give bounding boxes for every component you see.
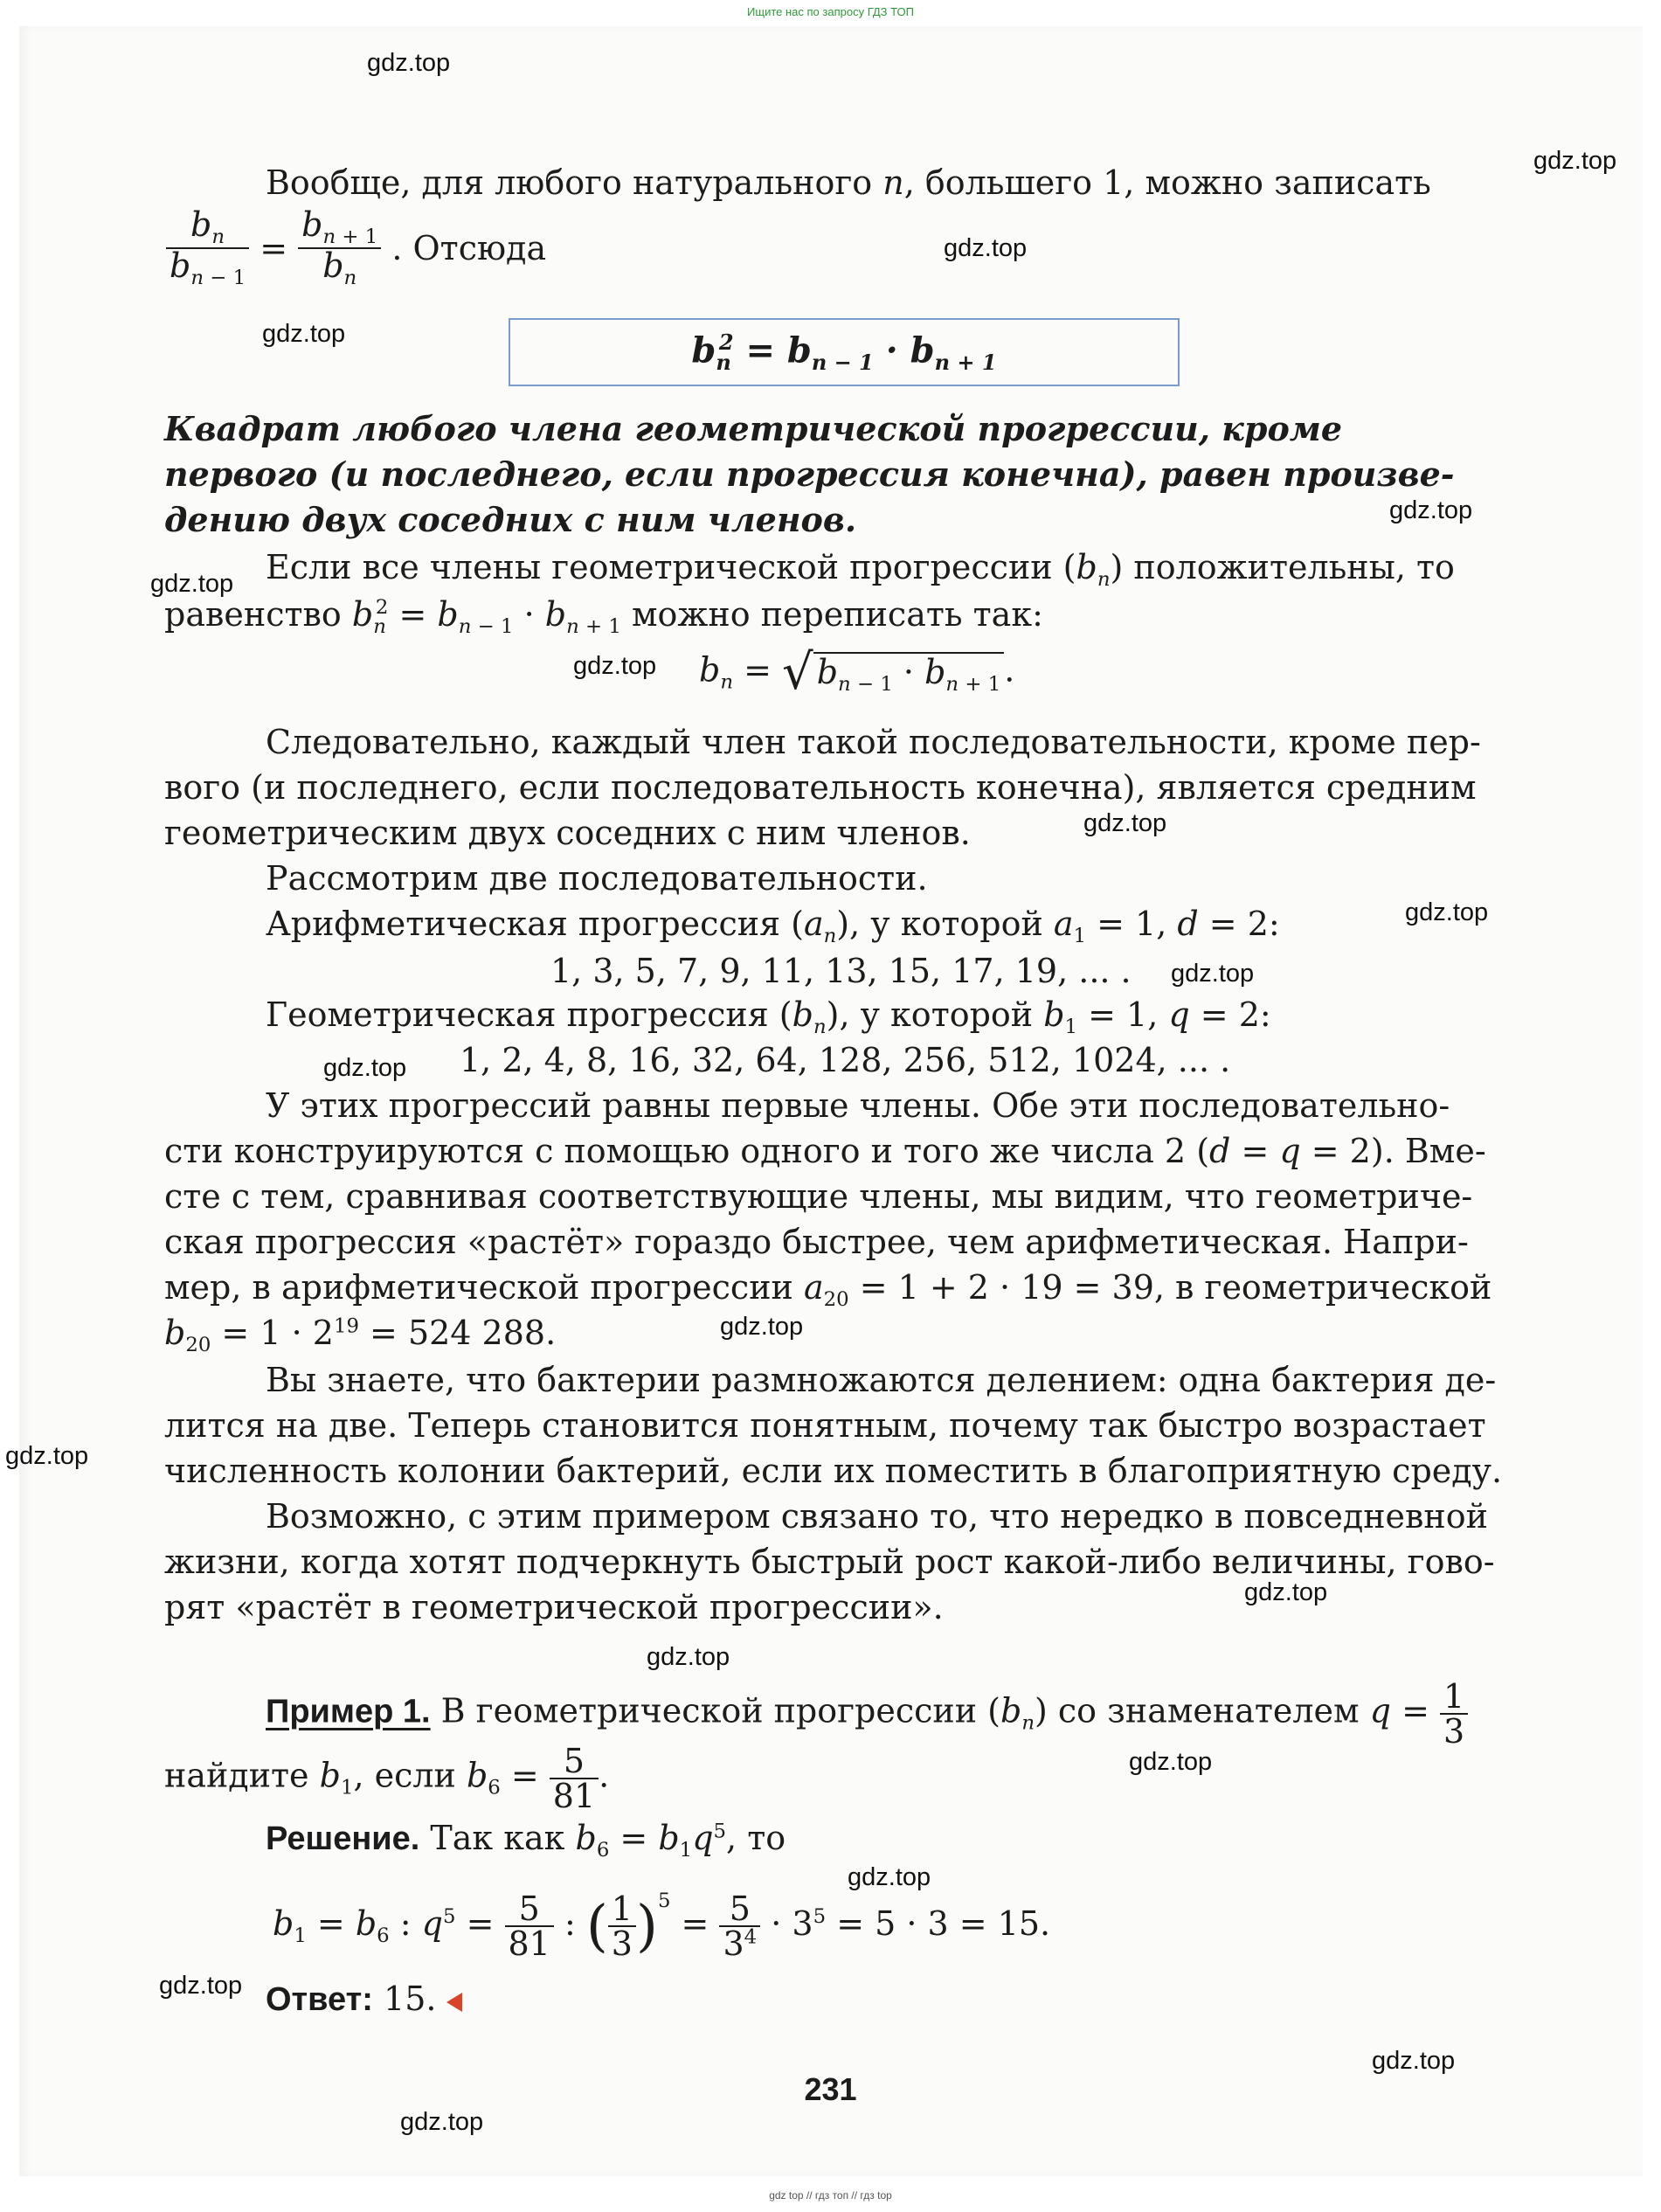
solution-line: Решение. Так как $b_6 = b_1q^5$, то <box>266 1819 786 1862</box>
watermark: gdz.top <box>848 1863 931 1891</box>
text-line: вого (и последнего, если последовательность конечна), является средним <box>164 768 1477 807</box>
answer-label: Ответ: <box>266 1981 373 2018</box>
watermark: gdz.top <box>1372 2047 1456 2075</box>
watermark: gdz.top <box>1389 496 1473 524</box>
watermark: gdz.top <box>1405 898 1489 926</box>
text-line: $b_{20} = 1 \cdot 2^{19} = 524$ 288. <box>164 1314 557 1356</box>
watermark: gdz.top <box>367 49 451 77</box>
text-line: У этих прогрессий равны первые члены. Обе эти последовательно- <box>266 1086 1450 1125</box>
fraction: $\frac{5}{81}$ <box>550 1744 599 1813</box>
watermark: gdz.top <box>1533 147 1617 175</box>
example-line: найдите $b_1$, если $b_6$ = $\frac{5}{81}$ . <box>164 1742 610 1815</box>
text-line: сти конструируются с помощью одного и того же числа 2 (d = q = 2). Вме- <box>164 1132 1486 1170</box>
watermark: gdz.top <box>1129 1748 1213 1776</box>
fraction: $\frac{5}{3^4}$ <box>719 1892 760 1960</box>
text-line: ская прогрессия «растёт» гораздо быстрее, чем арифметическая. Напри- <box>164 1223 1469 1261</box>
text-line: геометрическим двух соседних с ним членов. <box>164 814 971 852</box>
bottom-banner: gdz top // гдз топ // гдз top <box>769 2189 892 2202</box>
solution-label: Решение. <box>266 1820 420 1857</box>
watermark: gdz.top <box>1244 1578 1328 1606</box>
watermark: gdz.top <box>150 570 234 598</box>
fraction: $\frac{b_{n + 1}}{b_n}$ <box>298 208 381 288</box>
watermark: gdz.top <box>400 2108 484 2136</box>
watermark: gdz.top <box>323 1054 407 1082</box>
text-line: равенство $b_n^2 = b_{n - 1} \cdot b_{n + 1}$ можно переписать так: <box>164 595 1043 638</box>
text-line: численность колонии бактерий, если их поместить в благоприятную среду. <box>164 1452 1503 1490</box>
page-number: 231 <box>804 2071 857 2107</box>
text-line: Следовательно, каждый член такой последовательности, кроме пер- <box>266 723 1481 761</box>
watermark: gdz.top <box>573 652 657 680</box>
text-line: сте с тем, сравнивая соответствующие члены, мы видим, что геометриче- <box>164 1177 1473 1216</box>
arithmetic-sequence: 1, 3, 5, 7, 9, 11, 13, 15, 17, 19, ... . <box>550 952 1132 990</box>
rule-line: дению двух соседних с ним членов. <box>164 500 857 539</box>
geometric-sequence: 1, 2, 4, 8, 16, 32, 64, 128, 256, 512, 1024, ... . <box>460 1041 1231 1079</box>
answer-line: Ответ: 15. <box>266 1982 462 2016</box>
text-line: Арифметическая прогрессия $(a_n)$, у которой $a_1 = 1$, d = 2: <box>266 905 1280 947</box>
text-line: Геометрическая прогрессия $(b_n)$, у которой $b_1 = 1$, q = 2: <box>266 995 1271 1038</box>
solution-formula: $b_1 = b_6$ : $q^5$ = $\frac{5}{81}$ : ( $\frac{1}{3}$ )$^5$ = $\frac{5}{3^4}$ · $3^5 = 5 \cdot 3 = 15$. <box>273 1890 1051 1964</box>
watermark: gdz.top <box>159 1972 243 2000</box>
watermark: gdz.top <box>647 1643 730 1671</box>
top-banner: Ищите нас по запросу ГДЗ ТОП <box>747 5 914 18</box>
watermark: gdz.top <box>1083 809 1167 837</box>
fraction: $\frac{1}{3}$ <box>1440 1680 1468 1748</box>
watermark: gdz.top <box>5 1442 89 1470</box>
example-label: Пример 1. <box>266 1693 431 1730</box>
text-line: мер, в арифметической прогрессии $a_{20} = 1 + 2 \cdot 19 = 39$, в геометрической <box>164 1268 1492 1311</box>
fraction: $\frac{5}{81}$ <box>505 1892 554 1960</box>
watermark: gdz.top <box>262 320 346 348</box>
rule-line: первого (и последнего, если прогрессия конечна), равен произве- <box>164 454 1455 494</box>
text-line: Вообще, для любого натурального n, большего 1, можно записать <box>266 163 1431 202</box>
text-line: жизни, когда хотят подчеркнуть быстрый рост какой-либо величины, гово- <box>164 1543 1495 1581</box>
text-line: Возможно, с этим примером связано то, что нередко в повседневной <box>266 1497 1488 1536</box>
rule-line: Квадрат любого члена геометрической прогрессии, кроме <box>164 409 1343 448</box>
watermark: gdz.top <box>720 1313 804 1341</box>
watermark: gdz.top <box>1171 960 1255 988</box>
ratio-formula: $\frac{b_n}{b_{n - 1}}$ = $\frac{b_{n + 1}}{b_n}$ . Отсюда <box>166 208 546 288</box>
highlighted-formula: $b_n^2 = b_{n - 1} \cdot b_{n + 1}$ <box>509 318 1180 386</box>
watermark: gdz.top <box>944 234 1028 262</box>
fraction: $\frac{1}{3}$ <box>608 1892 636 1960</box>
fraction: $\frac{b_n}{b_{n - 1}}$ <box>166 208 249 288</box>
example-line: Пример 1. В геометрической прогрессии $(b_n)$ со знаменателем q = $\frac{1}{3}$ <box>266 1680 1468 1748</box>
sqrt-formula: $b_n$ = √ $b_{n - 1} \cdot b_{n + 1}$ . <box>699 644 1015 701</box>
end-marker-icon <box>446 1993 462 2012</box>
text-line: рят «растёт в геометрической прогрессии». <box>164 1588 944 1626</box>
text-line: Рассмотрим две последовательности. <box>266 859 928 898</box>
text-line: лится на две. Теперь становится понятным, почему так быстро возрастает <box>164 1406 1486 1445</box>
text-line: Вы знаете, что бактерии размножаются делением: одна бактерия де- <box>266 1361 1497 1399</box>
text-line: Если все члены геометрической прогрессии $(b_n)$ положительны, то <box>266 548 1455 591</box>
